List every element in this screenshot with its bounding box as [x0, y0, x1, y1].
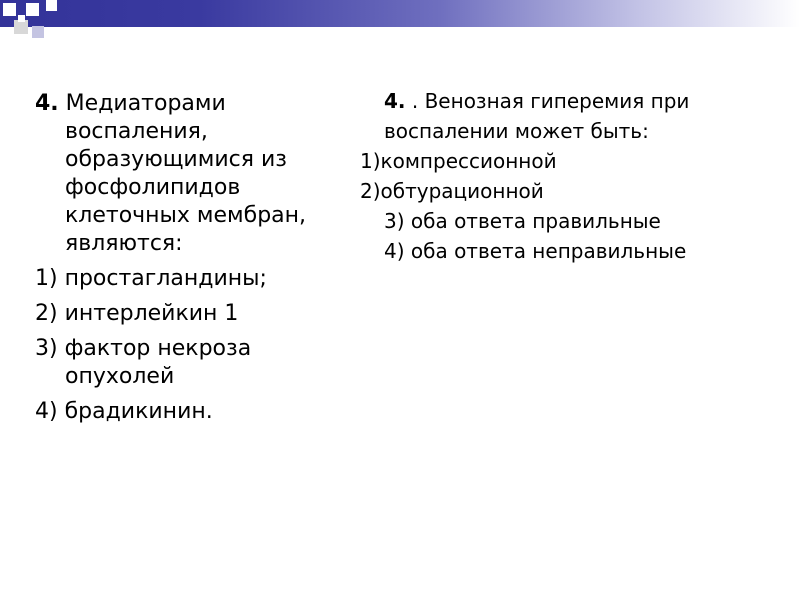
- question-line: Медиаторами: [65, 91, 226, 116]
- answer-option: 1)компрессионной: [360, 149, 557, 173]
- question-line: воспалении может быть:: [384, 119, 649, 143]
- question-line: клеточных мембран,: [65, 203, 307, 228]
- decor-square: [32, 26, 44, 38]
- left-question-block: [35, 90, 355, 426]
- header-gradient-bar: [0, 0, 800, 27]
- question-line: образующимися из: [65, 147, 287, 172]
- answer-option: 1) простагландины;: [35, 266, 267, 291]
- question-line: воспаления,: [65, 119, 208, 144]
- answer-option: 4) оба ответа неправильные: [384, 239, 687, 263]
- answer-option: 2) интерлейкин 1: [35, 301, 239, 326]
- answer-option: 3) фактор некроза опухолей: [35, 336, 252, 389]
- question-line: являются:: [65, 231, 183, 256]
- answer-option: 3) оба ответа правильные: [384, 209, 661, 233]
- decor-square: [26, 3, 39, 16]
- decor-square: [18, 15, 25, 22]
- question-number: 4.: [35, 91, 59, 116]
- question-line: . Венозная гиперемия при: [411, 89, 690, 113]
- question-line: фосфолипидов: [65, 175, 241, 200]
- left-question-text: [35, 90, 355, 258]
- answer-option: 4) брадикинин.: [35, 399, 213, 424]
- right-question-block: [360, 86, 790, 266]
- question-number: 4.: [384, 89, 406, 113]
- decor-square: [46, 0, 57, 11]
- decor-square: [3, 3, 16, 16]
- decor-square: [14, 20, 28, 34]
- right-question-text: [360, 86, 790, 116]
- answer-option: 2)обтурационной: [360, 179, 544, 203]
